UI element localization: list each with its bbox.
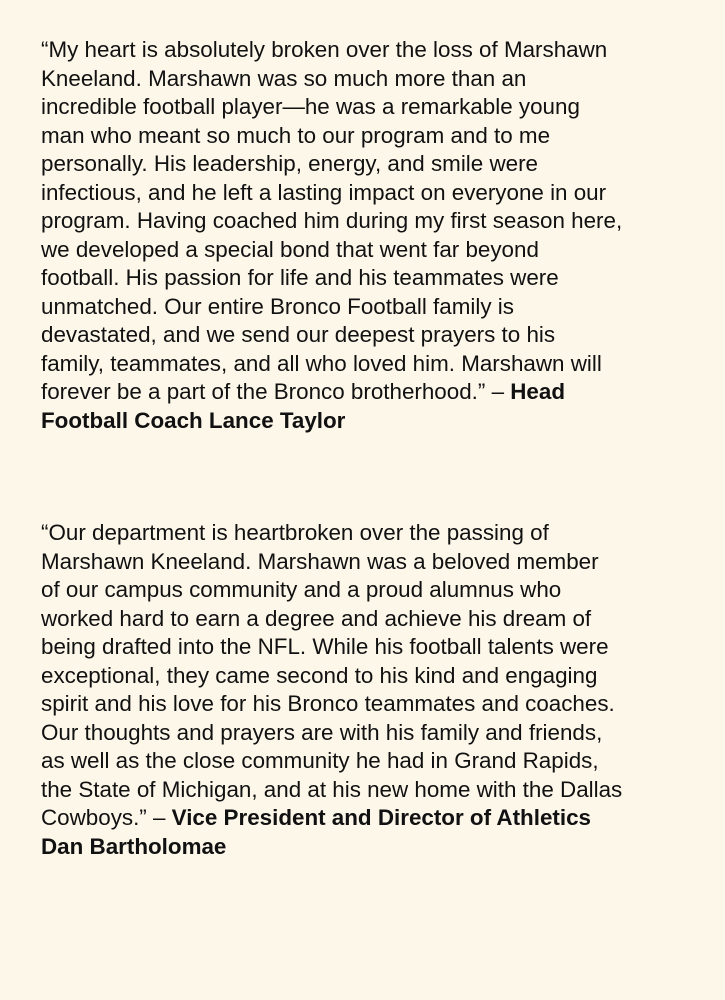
coach-statement: [41, 36, 685, 435]
coach-attribution: Head Football Coach Lance Taylor: [41, 379, 566, 433]
athletic-director-attribution: Vice President and Director of Athletics Dan Bartholomae: [41, 805, 591, 859]
athletic-director-statement: [41, 519, 685, 861]
coach-quote-text: “My heart is absolutely broken over the loss of Marshawn Kneeland. Marshawn was so much more than an incredible football player—he was a remarkable young man who meant so much to our program and to me personally. His leadership, energy, and smile were infectious, and he left a lasting impact on everyone in our program. Having coached him during my first season here, we developed a special bond that went far beyond football. His passion for life and his teammates were unmatched. Our entire Bronco Football family is devastated, and we send our deepest prayers to his family, teammates, and all who loved him. Marshawn will forever be a part of the Bronco brotherhood.” –: [41, 37, 623, 404]
athletic-director-quote-text: “Our department is heartbroken over the passing of Marshawn Kneeland. Marshawn was a beloved member of our campus community and a proud alumnus who worked hard to earn a degree and achieve his dream of being drafted into the NFL. While his football talents were exceptional, they came second to his kind and engaging spirit and his love for his Bronco teammates and coaches. Our thoughts and prayers are with his family and friends, as well as the close community he had in Grand Rapids, the State of Michigan, and at his new home with the Dallas Cowboys.” –: [41, 520, 623, 830]
